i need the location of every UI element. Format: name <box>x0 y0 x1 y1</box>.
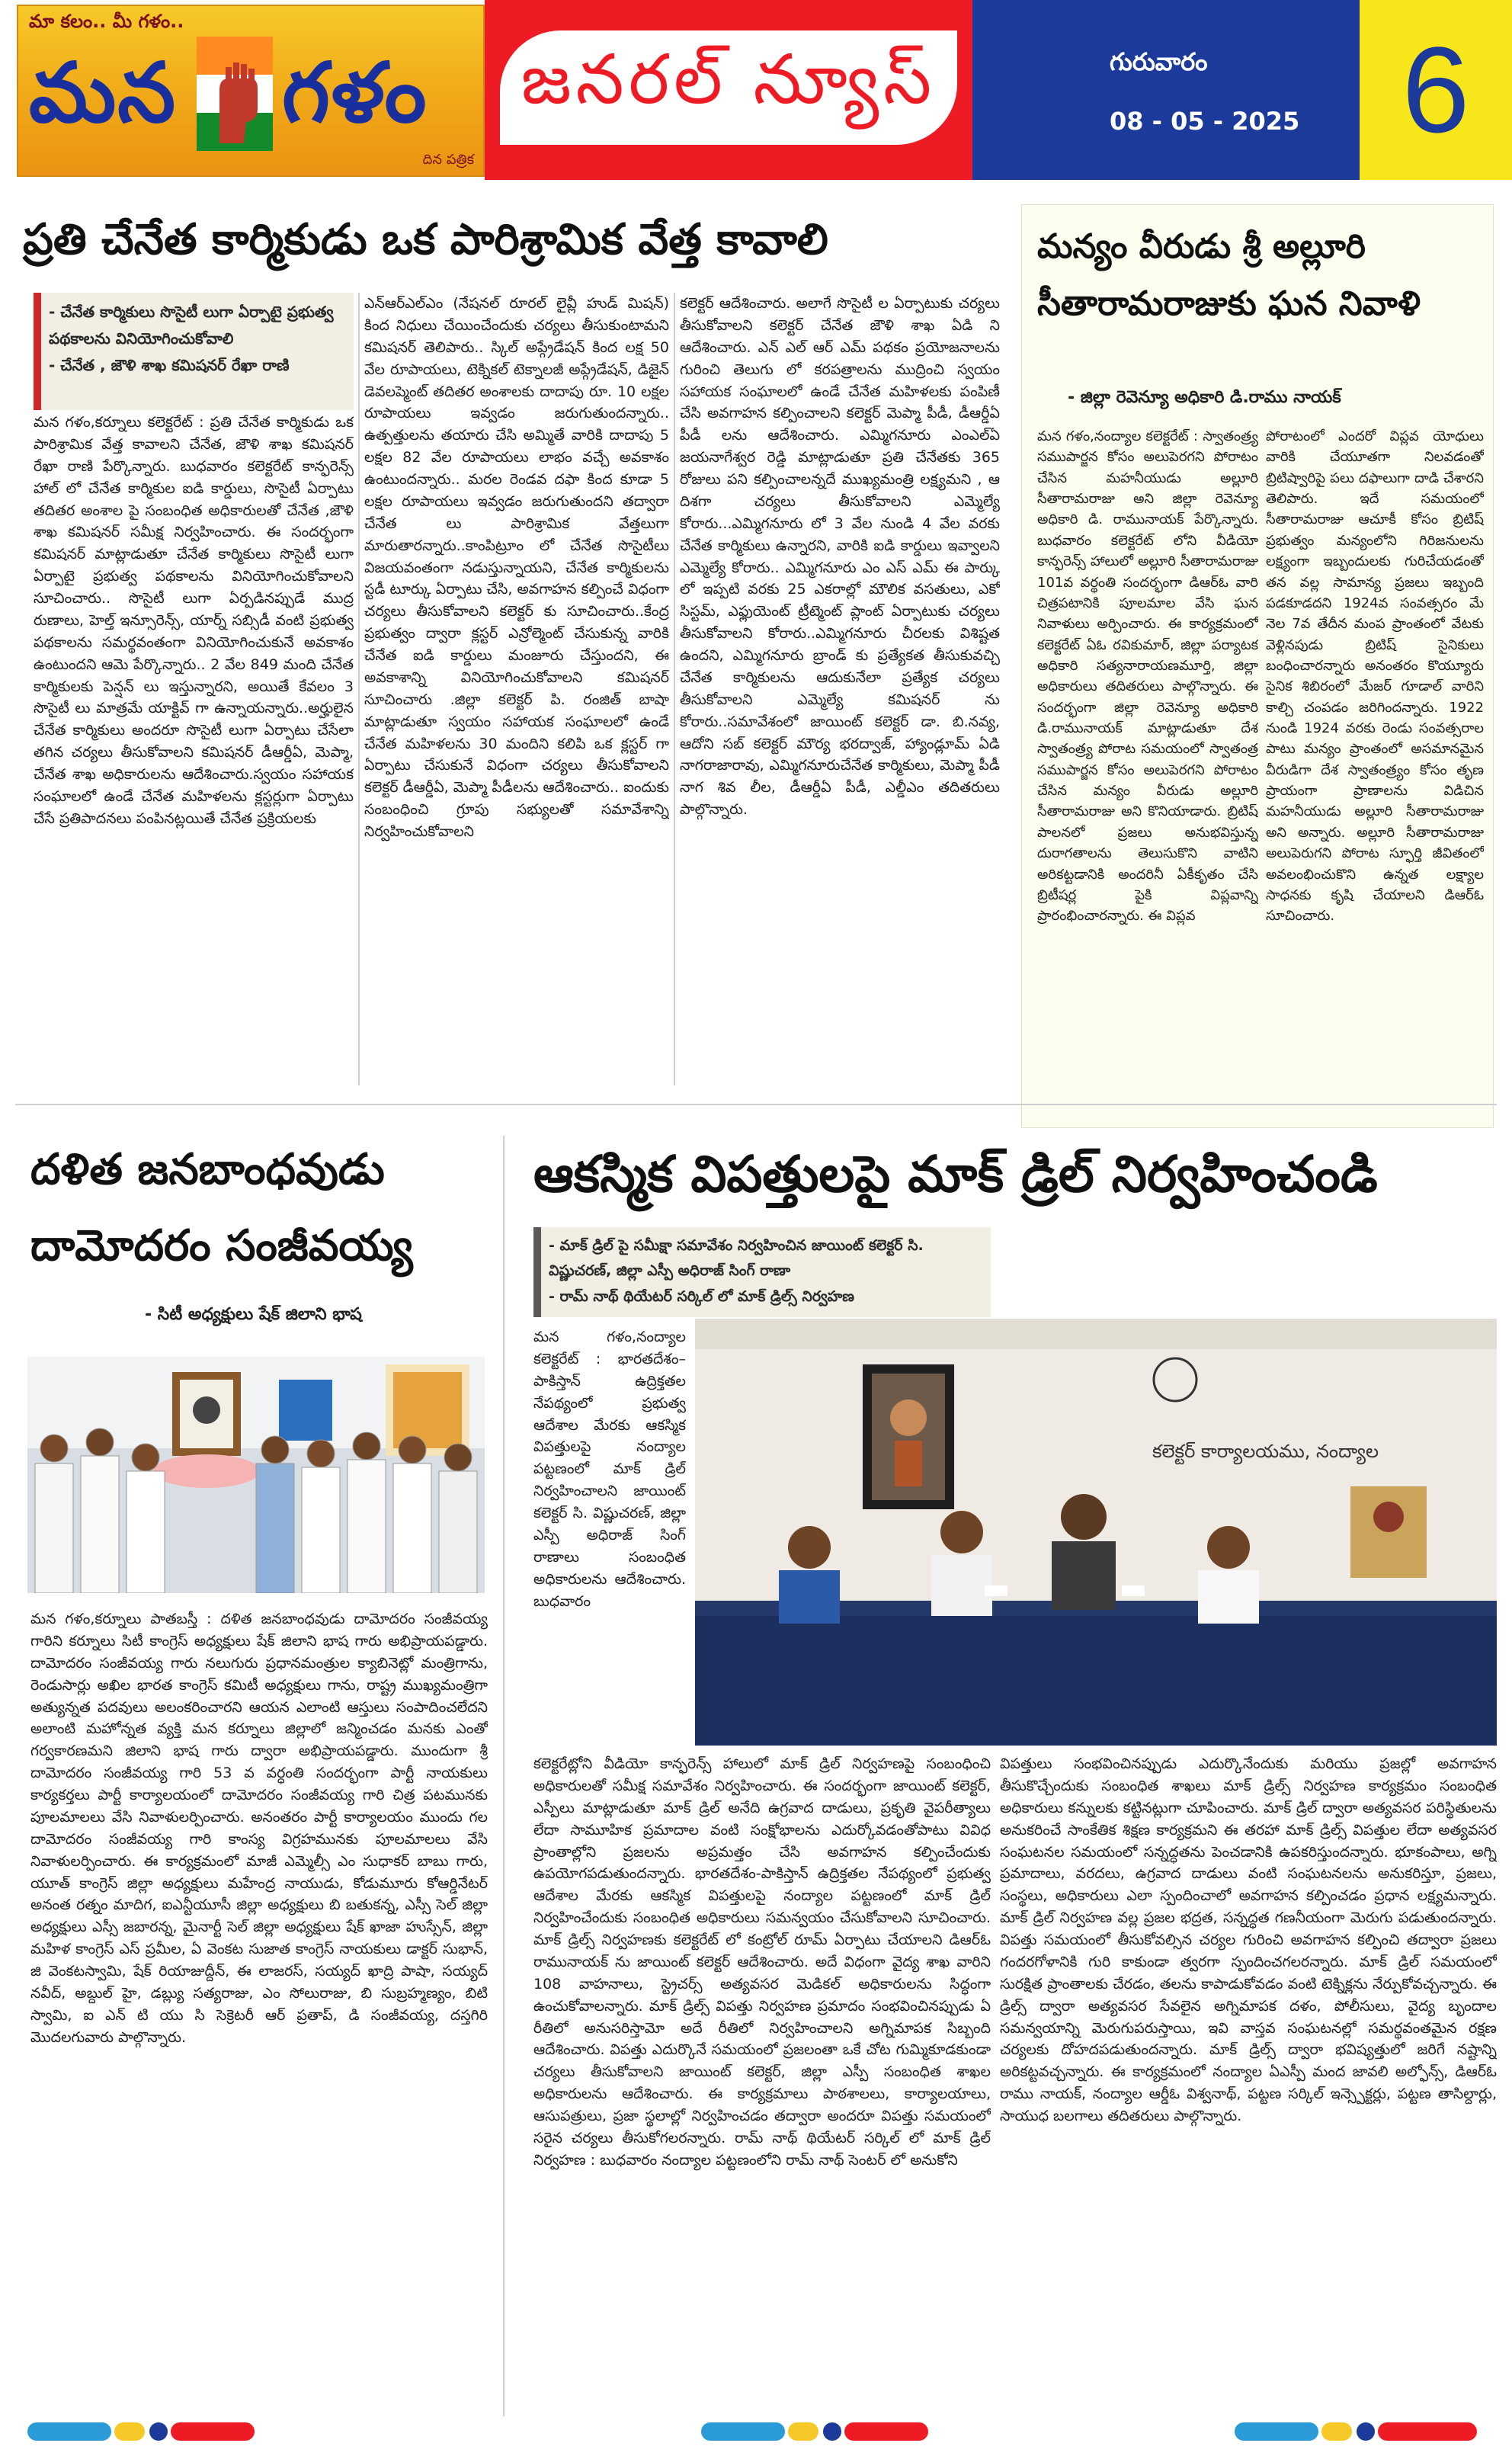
article1-bullet: - చేనేత , జౌళి శాఖ కమిషనర్ రేఖా రాణి <box>49 356 290 374</box>
footer-pill <box>1235 2422 1318 2441</box>
article1-col1: మన గళం,కర్నూలు కలెక్టరేట్ : ప్రతి చేనేత కార్మికుడు ఒక పారిశ్రామిక వేత్త కావాలని చేనేత, జౌళి శాఖ కమిషనర్ రేఖా రాణి పేర్కొన్నారు. బుధవారం కలెక్టరేట్ కాన్ఫరెన్స్ హాల్ లో చేనేత కార్మికుల ఐడి కార్డులు, సొసైటీ ఏర్పాటు తదితర అంశాల పై సంబంధిత అధికారులతో చేనేత ,జౌళి శాఖ కమిషనర్ సమీక్ష నిర్వహించారు. ఈ సందర్భంగా కమిషనర్ మాట్లాడుతూ చేనేత కార్మికులు సొసైటీ లుగా ఏర్పాటై ప్రభుత్వ పథకాలను వినియోగించుకోవాలని సూచించారు.. సొసైటీ లుగా ఏర్పడినప్పుడే ముద్ర రుణాలు, హెల్త్ ఇన్సూరెన్స్, యార్న్ సబ్సిడీ వంటి ప్రభుత్వ పథకాలను సమర్థవంతంగా వినియోగించుకునే అవకాశం ఉంటుందని ఆమె పేర్కొన్నారు.. 2 వేల 849 మంది చేనేత కార్మికులకు పెన్షన్ లు ఇస్తున్నారని, అయితే కేవలం 3 సొసైటీ లు మాత్రమే యాక్టివ్ గా ఉన్నాయన్నారు..అర్హులైన చేనేత కార్మికులు అందరూ సొసైటీ లుగా ఏర్పాటు చేసేలా తగిన చర్యలు తీసుకోవాలని కమిషనర్ డీఆర్డీఏ, మెప్మా, చేనేత శాఖ అధికారులను ఆదేశించారు.స్వయం సహాయక సంఘాలలో ఉండే చేనేత మహిళలను క్లస్టర్లుగా ఏర్పాటు చేసే ప్రతిపాదనలు పంపినట్లయితే చేనేత ప్రక్రియలకు <box>34 414 354 827</box>
page-number: 6 <box>1360 0 1512 180</box>
section-band <box>485 0 972 180</box>
footer-pill <box>1378 2422 1477 2441</box>
article1-headline: ప్రతి చేనేత కార్మికుడు ఒక పారిశ్రామిక వేత్త కావాలి <box>23 215 828 264</box>
article4-col-right: విపత్తులు సంభవించినప్పుడు ఎదుర్కొనేందుకు మరియు ప్రజల్లో అవగాహన తీసుకొచ్చేందుకు సంబంధిత శాఖలు మాక్ డ్రిల్స్ నిర్వహణ కార్యక్రమం సంబంధిత అధికారులు కన్నులకు కట్టినట్లుగా చూపించారు. మాక్ డ్రిల్ ద్వారా అత్యవసర పరిస్థితులను అనుకరించే సాంకేతిక శిక్షణ కార్యక్రమని ఈ తరహా మాక్ డ్రిల్స్ విపత్తుల లేదా అత్యవసర సంఘటనల సమయంలో సన్నద్ధతను పెంచడానికి ఉపకరిస్తుందన్నారు. భూకంపాలు, అగ్ని ప్రమాదాలు, వరదలు, ఉగ్రవాద దాడులు వంటి సంఘటనలను అనుకరిస్తూ, ప్రజలు, సంస్థలు, అధికారులు ఎలా స్పందించాలో అవగాహన కల్పించడం ప్రధాన లక్ష్యమన్నారు. మాక్ డ్రిల్ నిర్వహణ వల్ల ప్రజల భద్రత, సన్నద్ధత గణనీయంగా మెరుగు పడుతుందన్నారు. విపత్తు సమయంలో తీసుకోవల్సిన చర్యల గురించి అవగాహన కల్పించి తద్వారా ప్రజలు గందరగోళానికి గురి కాకుండా త్వరగా స్పందించగలరన్నారు. మాక్ డ్రిల్ సమయంలో సురక్షిత ప్రాంతాలకు చేరడం, తలను కాపాడుకోవడం వంటి టెక్నిక్లను నేర్పుకోవచ్చన్నారు. ఈ డ్రిల్స్ ద్వారా అత్యవసర సేవలైన అగ్నిమాపక దళం, పోలీసులు, వైద్య బృందాల సమన్వయాన్ని మెరుగుపరుస్తాయి, ఇవి వాస్తవ సంఘటనల్లో సమర్థవంతమైన రక్షణ చర్యలకు దోహదపడుతుందన్నారు. మాక్ డ్రిల్స్ ద్వారా భవిష్యత్తులో జరిగే నష్టాన్ని అరికట్టవచ్చన్నారు. ఈ కార్యక్రమంలో నంద్యాల ఏఎస్పీ మంద జావలి అల్ఫోన్స్, డిఆర్ఓ రాము నాయక్, నంద్యాల ఆర్డీఓ విశ్వనాథ్, పట్టణ సర్కిల్ ఇన్స్పెక్టర్లు, పట్టణ తాసిల్దార్లు, సాయుధ బలగాలు తదితరులు పాల్గొన్నారు. <box>1000 1755 1497 2124</box>
column-divider <box>503 1136 505 2416</box>
article4-highlights <box>533 1227 991 1317</box>
meeting-scene <box>695 1319 1497 1746</box>
article1-col2: ఎన్ఆర్ఎల్ఎం (నేషనల్ రూరల్ లైవ్లీ హుడ్ మిషన్) కింద నిధులు చేయించేందుకు చర్యలు తీసుకుంటామని కమిషనర్ తెలిపారు.. స్కిల్ అప్గ్రేడేషన్ కింద లక్ష 50 వేల రూపాయలు, టెక్నికల్ టెక్నాలజీ అప్గ్రేడేషన్, డిజైన్ డెవలప్మెంట్ తదితర అంశాలకు దాదాపు రూ. 10 లక్షల రూపాయలు ఇవ్వడం జరుగుతుందన్నారు.. ఉత్పత్తులను తయారు చేసి అమ్మితే వారికి దాదాపు 5 లక్షల 82 వేల రూపాయలు లాభం వచ్చే అవకాశం ఉంటుందన్నారు.. మరల రెండవ దఫా కింద కూడా 5 లక్షల రూపాయలు ఇవ్వడం జరుగుతుందని తద్వారా చేనేత లు పారిశ్రామిక వేత్తలుగా మారుతారన్నారు..కాంపిట్రూం లో చేనేత సొసైటీలు విజయవంతంగా నడుస్తున్నాయని, చేనేత కార్మికులను స్టడీ టూర్కు ఏర్పాటు చేసి, అవగాహన కల్పించే విధంగా చర్యలు తీసుకోవాలని కలెక్టర్ కు సూచించారు..కేంద్ర ప్రభుత్వం ద్వారా క్లస్టర్ ఎన్రోల్మెంట్ చేసుకున్న వారికి చేనేత ఐడి కార్డులు మంజూరు చేస్తుందని, ఈ అవకాశాన్ని వినియోగించుకోవాలని కమిషనర్ సూచించారు .జిల్లా కలెక్టర్ పి. రంజిత్ బాషా మాట్లాడుతూ స్వయం సహాయక సంఘాలలో ఉండే చేనేత మహిళలను 30 మందిని కలిపి ఒక క్లస్టర్ గా ఏర్పాటు చేసుకునే విధంగా చర్యలు తీసుకోవాలని కలెక్టర్ డీఆర్డీఏ, మెప్మా పీడీలను ఆదేశించారు.. ఐందుకు సంబంధించి గ్రూపు సభ్యులతో సమావేశాన్ని నిర్వహించుకోవాలని <box>364 295 669 840</box>
logo-text-mana: మన <box>29 46 178 141</box>
article3-headline-line2: దామోదరం సంజీవయ్య <box>30 1221 413 1271</box>
date-band <box>972 0 1512 180</box>
footer-pill <box>701 2422 785 2441</box>
article3-byline: - సిటీ అధ్యక్షులు షేక్ జిలాని భాష <box>145 1305 362 1324</box>
masthead <box>0 0 1512 180</box>
article1-highlights <box>34 293 354 410</box>
article4-col-left: కలెక్టరేట్లోని వీడియో కాన్ఫరెన్స్ హాలులో మాక్ డ్రిల్ నిర్వహణపై సంబంధించి అధికారులతో సమీక్ష సమావేశం నిర్వహించారు. ఈ సందర్భంగా జాయింట్ కలెక్టర్, ఎస్పీలు మాట్లాడుతూ మాక్ డ్రిల్ అనేది ఉగ్రవాద దాడులు, ప్రకృతి వైపరీత్యాలు లేదా సామూహిక ప్రమాదాల వంటి సంక్షోభాలను ఎదుర్కోవడంతోపాటు వివిధ ప్రాంతాల్లోని ప్రజలను అప్రమత్తం చేసి అవగాహన కల్పించేందుకు ఉపయోగపడుతుందన్నారు. భారతదేశం-పాకిస్తాన్ ఉద్రిక్తతల నేపథ్యంలో ప్రభుత్వ ఆదేశాల మేరకు ఆకస్మిక విపత్తులపై నంద్యాల పట్టణంలో మాక్ డ్రిల్ నిర్వహించేందుకు సంబంధిత అధికారులు సమన్వయం చేసుకోవాలని సూచించారు. మాక్ డ్రిల్స్ నిర్వహణకు కలెక్టరేట్ లో కంట్రోల్ రూమ్ ఏర్పాటు చేయాలని డిఆర్ఓ రామునాయక్ ను జాయింట్ కలెక్టర్ ఆదేశించారు. అదే విధంగా వైద్య శాఖ వారిని 108 వాహనాలు, స్ట్రెచర్స్ అత్యవసర మెడికల్ అధికారులను సిద్ధంగా ఉంచుకోవాలన్నారు. మాక్ డ్రిల్స్ విపత్తు నిర్వహణ ప్రమాదం సంభవించినప్పుడు ఏ రీతిలో అనుసరిస్తామో అదే రీతిలో నిర్వహించాలని అగ్నిమాపక సిబ్బంది ఆదేశించారు. విపత్తు ఎదుర్కొనే సమయంలో ప్రజలంతా ఒకే చోట గుమ్మికూడకుండా చర్యలు తీసుకోవాలని జాయింట్ కలెక్టర్, జిల్లా ఎస్పీ సంబంధిత శాఖల అధికారులను ఆదేశించారు. ఈ కార్యక్రమాలు పాఠశాలలు, కార్యాలయాలు, ఆసుపత్రులు, ప్రజా స్థలాల్లో నిర్వహించడం తద్వారా అందరూ విపత్తు సమయంలో సరైన చర్యలు తీసుకోగలరన్నారు. రామ్ నాథ్ థియేటర్ సర్కిల్ లో మాక్ డ్రిల్ నిర్వహణ : బుధవారం నంద్యాల పట్టణంలోని రామ్ నాథ్ సెంటర్ లో అనుకోని <box>533 1755 991 2169</box>
footer-decoration <box>0 2422 1512 2441</box>
article2-col1: మన గళం,నంద్యాల కలెక్టరేట్ : స్వాతంత్ర్య సముపార్జన కోసం అలుపెరగని పోరాటం చేసిన మహనీయుడు అల్లూరి సీతారామరాజు అని జిల్లా రెవెన్యూ అధికారి డి. రామునాయక్ పేర్కొన్నారు. బుధవారం కలెక్టరేట్ లోని వీడియో కాన్ఫరెన్స్ హాలులో అల్లూరి సీతారామరాజు 101వ వర్థంతి సందర్భంగా డిఆర్ఓ వారి చిత్రపటానికి పూలమాల వేసి ఘన నివాళులు అర్పించారు. ఈ కార్యక్రమంలో కలెక్టరేట్ ఏఓ రవికుమార్, జిల్లా పర్యాటక అధికారి సత్యనారాయణమూర్తి, జిల్లా అధికారులు తదితరులు పాల్గొన్నారు. ఈ సందర్భంగా జిల్లా రెవెన్యూ అధికారి డి.రామునాయక్ మాట్లాడుతూ దేశ స్వాతంత్ర్య పోరాట సమయంలో స్వాతంత్ర సముపార్జన కోసం అలుపెరగని పోరాటం చేసిన మన్యం వీరుడు అల్లూరి సీతారామరాజు అని కొనియాడారు. బ్రిటిష్ పాలనలో ప్రజలు అనుభవిస్తున్న దురాగతాలను తెలుసుకొని వాటిని అరికట్టడానికి అందరినీ ఏకీకృతం చేసి బ్రిటీషర్ల పైకి విప్లవాన్ని ప్రారంభించారన్నారు. ఈ విప్లవ <box>1037 428 1258 925</box>
article3-photo <box>27 1357 485 1593</box>
footer-pill <box>27 2422 111 2441</box>
newspaper-logo <box>17 5 485 177</box>
article2-box <box>1021 204 1494 1128</box>
photo-sign-text: కలెక్టర్ కార్యాలయము, నంద్యాల <box>1152 1441 1379 1462</box>
article4-photo <box>695 1319 1497 1746</box>
raised-fist-flag-icon <box>197 37 273 151</box>
logo-tagline: మా కలం.. మీ గళం.. <box>29 11 184 32</box>
section-divider <box>15 1104 1497 1105</box>
article4-narrow-col: మన గళం,నంద్యాల కలెక్టరేట్ : భారతదేశం–పాకిస్తాన్ ఉద్రిక్తతల నేపథ్యంలో ప్రభుత్వ ఆదేశాల మేరకు ఆకస్మిక విపత్తులపై నంద్యాల పట్టణంలో మాక్ డ్రిల్ నిర్వహించాలని జాయింట్ కలెక్టర్ సి. విష్ణుచరణ్, జిల్లా ఎస్పీ అధిరాజ్ సింగ్ రాణాలు సంబంధిత అధికారులను ఆదేశించారు. బుధవారం <box>533 1329 686 1610</box>
issue-date: 08 - 05 - 2025 <box>1110 107 1300 136</box>
column-divider <box>674 293 675 1085</box>
logo-text-galam: గళం <box>282 46 428 141</box>
article1-col3: కలెక్టర్ ఆదేశించారు. అలాగే సొసైటీ ల ఏర్పాటుకు చర్యలు తీసుకోవాలని కలెక్టర్ చేనేత జౌళి శాఖ ఏడి ని ఆదేశించారు. ఎన్ ఎల్ ఆర్ ఎమ్ పథకం ప్రయోజనాలను గురించి తెలుగు లో కరపత్రాలను ముద్రించి స్వయం సహాయక సంఘాలలో ఉండే చేనేత మహిళలకు పంపిణీ చేసి అవగాహన కల్పించాలని కలెక్టర్ మెప్మా పీడీ, డీఆర్డీఏ పీడీ లను ఆదేశించారు. ఎమ్మిగనూరు ఎంఎల్ఏ జయనాగేశ్వర రెడ్డి మాట్లాడుతూ ప్రతి చేనేతకు 365 రోజులు పని కల్పించాలన్నదే ముఖ్యమంత్రి లక్ష్యమని , ఆ దిశగా చర్యలు తీసుకోవాలని ఎమ్మెల్యే కోరారు...ఎమ్మిగనూరు లో 3 వేల నుండి 4 వేల వరకు చేనేత కార్మికులు ఉన్నారని, వారికి ఐడి కార్డులు ఇవ్వాలని ఎమ్మెల్యే కోరారు.. ఎమ్మిగనూరు ఎం ఎస్ ఎమ్ ఈ పార్కు లో ఇప్పటి వరకు 25 ఎకరాల్లో మౌలిక వసతులు, ఎకో సిస్టమ్, ఎఫ్లుయెంట్ ట్రీట్మెంట్ ప్లాంట్ ఏర్పాటుకు చర్యలు తీసుకోవాలని కోరారు..ఎమ్మిగనూరు చీరలకు విశిష్టత ఉందని, ఎమ్మిగనూరు బ్రాండ్ కు ప్రత్యేకత తీసుకువచ్చి చేనేత కార్మికులను ఆదుకునేలా ప్రత్యేక చర్యలు తీసుకోవాలని ఎమ్మెల్యే కమిషనర్ ను కోరారు..సమావేశంలో జాయింట్ కలెక్టర్ డా. బి.నవ్య, ఆదోని సబ్ కలెక్టర్ మౌర్య భరద్వాజ్, హ్యాండ్లూమ్ ఏడి నాగరాజారావు, ఎమ్మిగనూరుచేనేత కార్మికులు, మెప్మా పీడీ నాగ శివ లీల, డీఆర్డీఏ పీడీ, ఎల్డీఎం తదితరులు పాల్గొన్నారు. <box>680 295 1000 819</box>
footer-pill <box>1357 2422 1375 2441</box>
article2-byline: - జిల్లా రెవెన్యూ అధికారి డి.రాము నాయక్ <box>1068 388 1341 407</box>
footer-pill <box>149 2422 168 2441</box>
footer-pill <box>114 2422 145 2441</box>
article4-headline: ఆకస్మిక విపత్తులపై మాక్ డ్రిల్ నిర్వహించండి <box>533 1145 1378 1204</box>
article4-bullet: - మాక్ డ్రిల్ పై సమీక్షా సమావేశం నిర్వహించిన జాయింట్ కలెక్టర్ సి. విష్ణుచరణ్, జిల్లా ఎస్పీ అధిరాజ్ సింగ్ రాణా <box>549 1237 924 1280</box>
article3-headline-line1: దళిత జనబాంధవుడు <box>30 1145 385 1194</box>
footer-pill <box>823 2422 841 2441</box>
article2-headline: మన్యం వీరుడు శ్రీ అల్లూరి సీతారామరాజుకు ఘన నివాళి <box>1037 227 1421 323</box>
article3-body: మన గళం,కర్నూలు పాతబస్తీ : దళిత జనబాంధవుడు దామోదరం సంజీవయ్య గారిని కర్నూలు సిటీ కాంగ్రెస్ అధ్యక్షులు షేక్ జిలాని భాష గారు అభిప్రాయపడ్డారు. దామోదరం సంజీవయ్య గారు నలుగురు ప్రధానమంత్రుల క్యాబినెట్లో మంత్రిగాను, రెండుసార్లు అఖిల భారత కాంగ్రెస్ కమిటీ అధ్యక్షులు గాను, రాష్ట్ర ముఖ్యమంత్రిగా అత్యున్నత పదవులు అలంకరించారని ఆయన ఎలాంటి ఆస్తులు సంపాదించలేదని అలాంటి మహోన్నత వ్యక్తి మన కర్నూలు జిల్లాలో జన్మించడం మనకు ఎంతో గర్వకారణమని జిలాని భాష గారు ద్వారా అభిప్రాయపడ్డారు. ముందుగా శ్రీ దామోదరం సంజీవయ్య గారి 53 వ వర్ధంతి సందర్భంగా పార్టీ నాయకులు కార్యకర్తలు పార్టీ కార్యాలయంలో దామోదరం సంజీవయ్య గారి చిత్ర పటమునకు పూలమాలలు వేసి నివాళులర్పించారు. అనంతరం పార్టీ కార్యాలయం ముందు గల దామోదరం సంజీవయ్య గారి కాంస్య విగ్రహమునకు పూలమాలలు వేసి నివాళులర్పించారు. ఈ కార్యక్రమంలో మాజీ ఎమ్మెల్సీ ఎం సుధాకర్ బాబు గారు, యూత్ కాంగ్రెస్ జిల్లా అధ్యక్షులు మహేంద్ర నాయుడు, కోడుమూరు కోఆర్డినేటర్ అనంత రత్నం మాదిగ, ఐఎన్టీయూసీ జిల్లా అధ్యక్షులు బి బతుకన్న, ఎస్సీ సెల్ జిల్లా అధ్యక్షులు ఎస్సీ జబారన్న, మైనార్టీ సెల్ జిల్లా అధ్యక్షులు షేక్ ఖాజా హుస్సేన్, జిల్లా మహిళ కాంగ్రెస్ ఎస్ ప్రమీల, ఏ వెంకట సుజాత కాంగ్రెస్ నాయకులు డాక్టర్ సుభాన్, జి వెంకటస్వామి, షేక్ రియాజుద్దీన్, ఈ లాజరస్, సయ్యద్ ఖాద్రి పాషా, సయ్యద్ నవీద్, అబ్దుల్ హై, డబ్ల్యు సత్యరాజు, ఎం సోలురాజు, బి సుబ్రహ్మణ్యం, బిటి స్వామి, ఐ ఎన్ టి యు సి సెక్రెటరీ ఆర్ ప్రతాప్, డి సంజీవయ్య, దస్తగిరి మొదలగువారు పాల్గొన్నారు. <box>30 1611 488 2046</box>
logo-subtitle: దిన పత్రిక <box>422 152 474 168</box>
article2-col2: పోరాటంలో ఎందరో విప్లవ యోధులు వారికి చేయూతగా నిలవడంతో బ్రిటిష్వారిపై పలు దఫాలుగా దాడి చేశారని తెలిపారు. ఇదే సమయంలో సీతారామరాజు ఆచూకీ కోసం బ్రిటిష్ ప్రభుత్వం మన్యంలోని గిరిజనులను లక్ష్యంగా ఇబ్బందులకు గురిచేయడంతో తన వల్ల సామాన్య ప్రజలు ఇబ్బంది పడకూడదని 1924వ సంవత్సరం మే నెల 7వ తేదీన మంప ప్రాంతంలో వేటకు వెళ్లినపుడు బ్రిటిష్ సైనికులు బంధించారన్నారు అనంతరం కొయ్యూరు సైనిక శిబిరంలో మేజర్ గూడాల్ వారిని కాల్చి చంపడం జరిగిందన్నారు. 1922 నుండి 1924 వరకు రెండు సంవత్సరాల పాటు మన్యం ప్రాంతంలో అసమానమైన వీరుడిగా దేశ స్వాతంత్ర్యం కోసం తృణ ప్రాయంగా ప్రాణాలను విడిచిన మహనీయుడు అల్లూరి సీతారామరాజు అని అన్నారు. అల్లూరి సీతారామరాజు అలుపెరుగని పోరాట స్ఫూర్తి జీవితంలో అవలంభించుకొని ఉన్నత లక్ష్యాల సాధనకు కృషి చేయాలని డిఆర్ఓ సూచించారు. <box>1266 428 1484 925</box>
footer-pill <box>788 2422 818 2441</box>
column-divider <box>358 293 360 1085</box>
issue-day: గురువారం <box>1110 47 1208 76</box>
section-title: జనరల్ న్యూస్ <box>500 30 957 145</box>
article1-bullet: - చేనేత కార్మికులు సొసైటీ లుగా ఏర్పాటై ప్రభుత్వ పథకాలను వినియోగించుకోవాలి <box>49 303 334 348</box>
article4-bullet: - రామ్ నాథ్ థియేటర్ సర్కిల్ లో మాక్ డ్రిల్స్ నిర్వహణ <box>549 1287 854 1305</box>
footer-pill <box>1321 2422 1352 2441</box>
footer-pill <box>171 2422 255 2441</box>
footer-pill <box>844 2422 928 2441</box>
